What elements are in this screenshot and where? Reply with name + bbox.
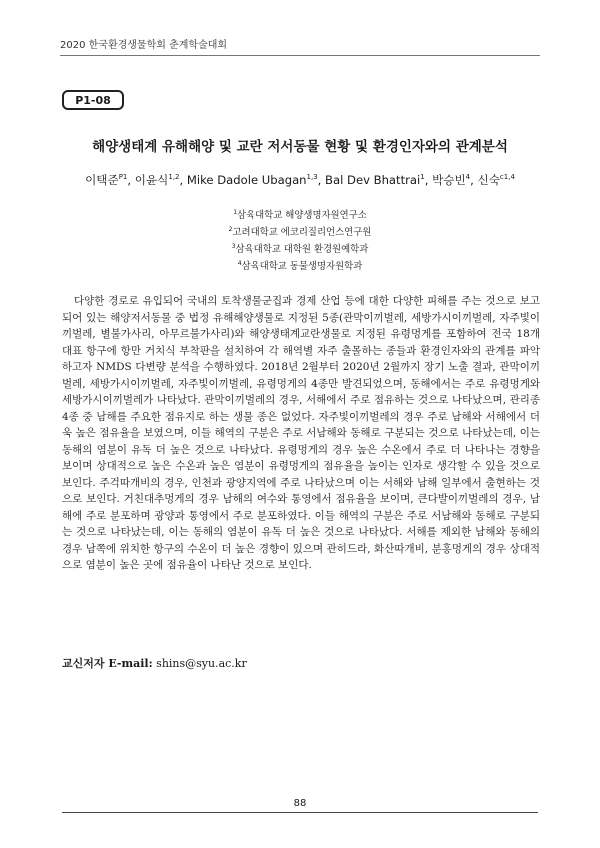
corresponding-author — [62, 655, 247, 671]
author: Mike Dadole Ubagan$^{1,3}$, — [186, 173, 326, 187]
author: 이윤식$^{1,2}$, — [134, 173, 187, 187]
poster-id-badge: P1-08 — [62, 90, 124, 110]
header-divider — [60, 55, 540, 56]
corresponding-label: 교신저자 E-mail: — [62, 657, 153, 670]
page-number: 88 — [293, 798, 307, 809]
footer-divider — [62, 812, 538, 813]
affiliation: $^4$삼육대학교 동물생명자원학과 — [237, 260, 363, 273]
affiliation: $^3$삼육대학교 대학원 환경원예학과 — [231, 243, 369, 256]
author: 박승빈$^4$, — [432, 173, 478, 187]
conference-header: 2020 한국환경생물학회 춘계학술대회 — [60, 40, 228, 51]
affiliation: $^1$삼육대학교 해양생명자원연구소 — [233, 209, 367, 222]
abstract-body: 다양한 경로로 유입되어 국내의 토착생물군집과 경제 산업 등에 대한 다양한 피해를 주는 것으로 보고되어 있는 해양저서동물 중 법정 유해해양생물로 지정된 5종(관막이끼벌레, 세방가시이끼벌레, 자주빛이끼벌레, 별불가사리, 아무르불가사리)와 해양생태계교란생물로 지정된 유령멍게를 포함하여 전국 18개 대표 항구에 항만 거치식 부착판을 설치하여 각 해역별 자주 출몰하는 종들과 환경인자와의 관계를 파악하고자 NMDS 다변량 분석을 수행하였다. 2018년 2월부터 2020년 2월까지 장기 노출 결과, 관막이끼벌레, 세방가시이끼벌레, 자주빛이끼벌레, 유령멍게의 4종만 발견되었으며, 동해에서는 주로 유령멍게와 세방가시이끼벌레가 나타났다. 관막이끼벌레의 경우, 서해에서 주로 점유하는 것으로 나타났으며, 관리종 4종 중 남해를 주요한 점유지로 하는 생물 종은 없었다. 자주빛이끼벌레의 경우 주로 남해와 서해에서 더욱 높은 점유율을 보였으며, 이들 해역의 구분은 주로 서남해와 동해로 구분되는 것으로 나타났는데, 이는 동해의 염분이 유독 더 높은 것으로 나타났다. 유령멍게의 경우 높은 수온에서 주로 더 나타나는 경향을 보이며 상대적으로 높은 수온과 높은 염분이 유령멍게의 점유율을 높이는 인자로 생각할 수 있을 것으로 보인다. 주걱따개비의 경우, 인천과 광양지역에 주로 나타났으며 이는 서해와 남해 일부에서 출현하는 것으로 보인다. 거친대추멍게의 경우 남해의 여수와 통영에서 점유율을 보이며, 큰다발이끼벌레의 경우, 남해에 주로 분포하며 광양과 통영에서 주로 분포하였다. 이들 해역의 구분은 주로 서남해와 동해로 구분되는 것으로 나타났는데, 이는 동해의 염분이 유독 더 높은 것으로 나타났다. 서해를 제외한 남해와 동해의 경우 남쪽에 위치한 항구의 수온이 더 높은 경향이 있으며 관히드라, 화산따개비, 분홍멍게의 경우 상대적으로 염분이 높은 곳에 점유율이 나타난 것으로 보인다. — [62, 295, 540, 571]
corresponding-email: shins@syu.ac.kr — [156, 657, 247, 670]
affiliation-list — [60, 206, 540, 275]
affiliation: $^2$고려대학교 에코리질리언스연구원 — [228, 226, 372, 239]
author-list — [40, 172, 560, 188]
author: 이택준$^{P1}$, — [85, 173, 135, 187]
author: Bal Dev Bhattrai$^1$, — [325, 173, 433, 187]
author: 신숙$^{c1,4}$ — [477, 173, 515, 187]
paper-title: 해양생태계 유해해양 및 교란 저서동물 현황 및 환경인자와의 관계분석 — [92, 139, 508, 155]
